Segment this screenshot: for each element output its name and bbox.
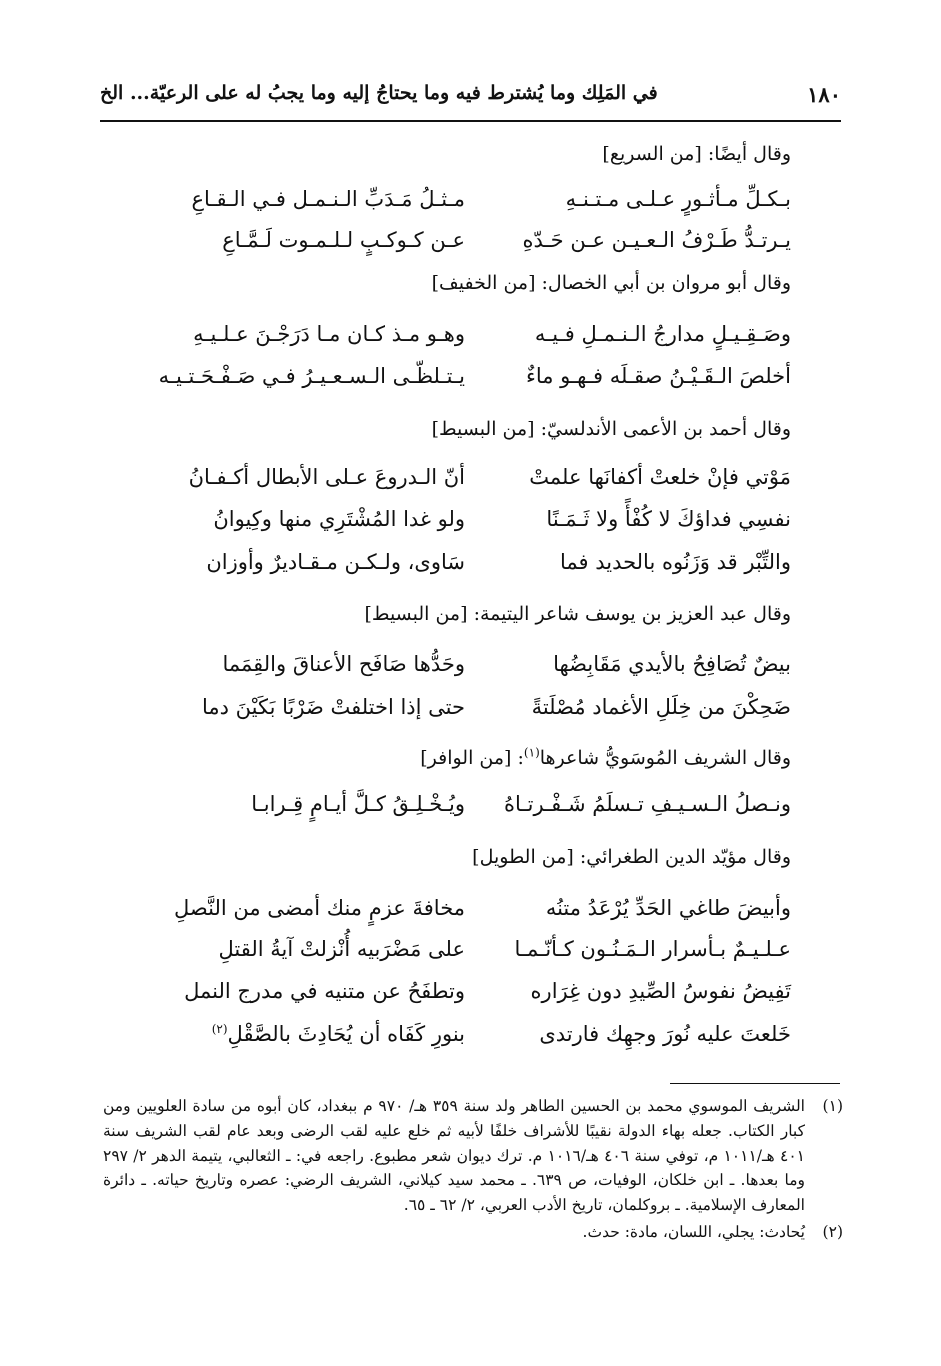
verse-first-hemistich: ضَحِكْنَ من خِلَلِ الأغماد مُصْلَتةً (531, 695, 791, 719)
poem-intro: وقال أيضًا: [من السريع] (602, 143, 791, 165)
verse-first-hemistich: والتِّبْر قد وَزَنُوه بالحديد فما (559, 550, 791, 574)
verse-first-hemistich: ونـصلُ الـسـيـفِ تـسلَمُ شَـفْـرتـاهُ (504, 792, 791, 816)
poem-intro (420, 747, 791, 769)
verse-second-hemistich: ولو غدا المُشْتَرِي منها وكِيوانُ (213, 507, 465, 531)
verse-second-hemistich: مـثـلُ مَـدَبِّ الـنـمـل فـي الـقـاعِ (191, 187, 465, 211)
verse-second-hemistich: حتى إذا اختلفتْ ضَرْبًا بَكَيْنَ دما (202, 695, 465, 719)
footnote (103, 1220, 843, 1245)
verse-second-hemistich: وحَدُّها صَافَح الأعناقَ والقِمَما (222, 652, 465, 676)
footnote-text: يُحادث: يجلي، اللسان، مادة: حدث. (582, 1222, 805, 1241)
footnote-number: (١) (822, 1097, 843, 1115)
verse-first-hemistich: وصَـقِـيـلٍ مدارجُ الـنـمـلِ فـيـه (534, 322, 791, 346)
verse-first-hemistich: أخلصَ الـقَـيْـنُ صقـلَه فـهـو ماءٌ (525, 364, 791, 388)
header-rule (100, 120, 841, 122)
verse-first-hemistich: نفسِي فداؤكَ لا كُفْأً ولا ثَـمَـنًا (546, 507, 791, 531)
verse-second-hemistich: ويُـخْـلِـقُ كـلَّ أيـامٍ قِـرابـا (251, 792, 465, 816)
poem-intro: وقال عبد العزيز بن يوسف شاعر اليتيمة: [من البسيط] (364, 603, 791, 625)
footnote-reference[interactable]: (١) (523, 745, 540, 760)
verse-first-hemistich: بيضٌ تُصَافِحُ بالأيدي مَقَابِضُها (553, 652, 791, 676)
verse-second-hemistich: أنّ الـدروعَ عـلى الأبطال أكـفـانُ (188, 465, 465, 489)
verse-first-hemistich: خَلعتَ عليه نُورَ وجهِك فارتدى (539, 1022, 791, 1046)
verse-first-hemistich: وأبيضَ طاغي الحَدِّ يُرْعَدُ متنُه (545, 896, 791, 920)
poem-meter: : [من الوافر] (420, 747, 524, 769)
verse-second-hemistich: عـن كـوكـبٍ لـلـمـوت لَـمَّـاعِ (222, 228, 465, 252)
verse-second-hemistich (165, 1022, 465, 1046)
page-number: ١٨٠ (807, 82, 841, 107)
verse-first-hemistich: تَفِيضُ نفوسُ الصِّيدِ دون غِرَاره (530, 979, 791, 1003)
poem-intro: وقال أبو مروان بن أبي الخصال: [من الخفيف] (431, 272, 791, 294)
footnote-reference[interactable]: (٢) (211, 1022, 228, 1036)
verse-second-hemistich: على مَضْرَبيه أُنْزلتْ آيةُ القتلِ (218, 937, 465, 961)
verse-second-hemistich: مخافةَ عزمٍ منك أمضى من النَّصلِ (174, 896, 465, 920)
verse-first-hemistich: يـرتـدُّ طَـرْفُ الـعـيـن عـن حَـدّهِ (522, 228, 791, 252)
poem-intro: وقال مؤيّد الدين الطغرائي: [من الطويل] (472, 846, 791, 868)
footnote (103, 1094, 843, 1218)
footnote-separator (670, 1083, 840, 1084)
verse-first-hemistich: بـكـلِّ مـأثـورٍ عـلـى مـتـنـهِ (565, 187, 791, 211)
footnotes (103, 1094, 843, 1247)
poem-intro-text: وقال الشريف المُوسَويُّ شاعرها (539, 747, 791, 769)
running-header (100, 82, 841, 116)
verse-second-hemistich: سَاوى، ولـكـن مـقـاديرٌ وأوزان (206, 550, 465, 574)
running-title: في المَلِك وما يُشترط فيه وما يحتاجُ إليه وما يجبُ له على الرعيّة... الخ (100, 82, 658, 104)
poem-intro: وقال أحمد بن الأعمى الأندلسيّ: [من البسيط] (431, 418, 791, 440)
verse-second-hemistich: وهـو مـذ كـان مـا دَرَجْـنَ عـلـيـهِ (193, 322, 465, 346)
footnote-text: الشريف الموسوي محمد بن الحسين الطاهر ولد سنة ٣٥٩ هـ/ ٩٧٠ م ببغداد، كان أبوه من سادة العلويين ومن كبار الكتاب. جعله بهاء الدولة نقيبًا للأشراف خلفًا لأبيه ثم خلع عليه لقب الرضى وبعد عام لقب الشريف سنة ٤٠١ هـ/١٠١١ م، توفي سنة ٤٠٦ هـ/١٠١٦ م. ترك ديوان شعر مطبوع. راجعه في: ـ الثعالبي، يتيمة الدهر ٢/ ٢٩٧ وما بعدها. ـ ابن خلكان، الوفيات، ص ٦٣٩. ـ محمد سيد كيلاني، الشريف الرضي: عصره وتاريخ حياته. ـ دائرة المعارف الإسلامية. ـ بروكلمان، تاريخ الأدب العربي، ٢/ ٦٢ ـ ٦٥. (103, 1097, 805, 1215)
verse-first-hemistich: عـلـيـمٌ بـأسرار الـمَـنُـون كـأنّـمـا (514, 937, 791, 961)
verse-second-hemistich: يـتـلظّـى الـسـعـيـرُ فـي صَـفْـحَـتـيـه (158, 364, 465, 388)
verse-text: بنورِ كَفَاه أن يُحَادِثَ بالصَّقْلِ (227, 1022, 465, 1046)
verse-first-hemistich: مَوْتي فإنْ خلعتْ أكفانَها علمتْ (529, 465, 791, 489)
verse-second-hemistich: وتطفَحُ عن متنيه في مدرج النمل (184, 979, 465, 1003)
footnote-number: (٢) (822, 1222, 843, 1241)
